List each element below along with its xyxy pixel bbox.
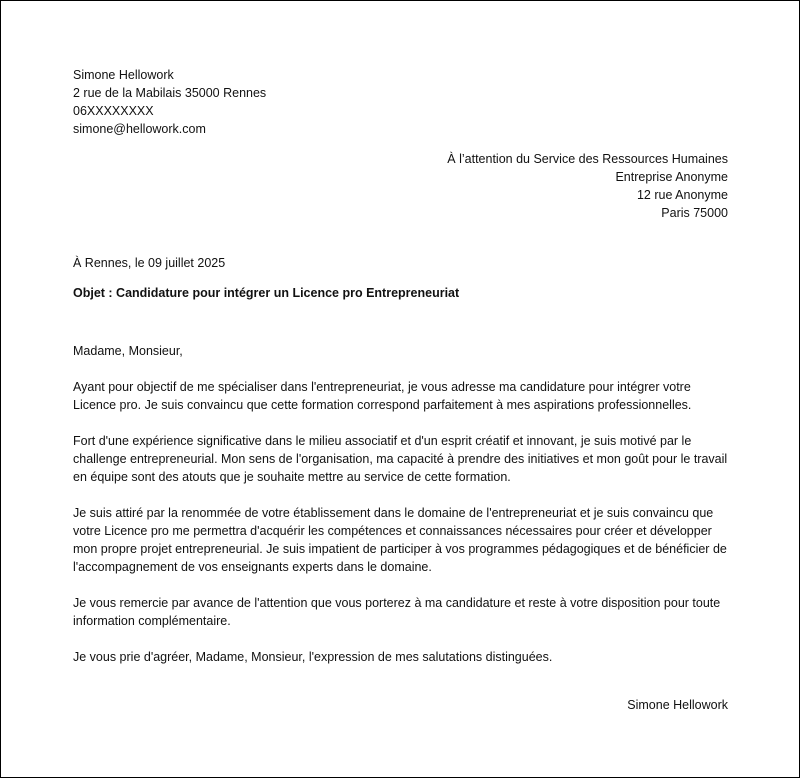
recipient-attention: À l’attention du Service des Ressources Humaines xyxy=(447,152,728,166)
date-line: À Rennes, le 09 juillet 2025 xyxy=(73,256,226,270)
sender-email: simone@hellowork.com xyxy=(73,122,206,136)
recipient-company: Entreprise Anonyme xyxy=(615,170,728,184)
body-paragraph: Je suis attiré par la renommée de votre établissement dans le domaine de l'entrepreneuriat et je suis convaincu que votre Licence pro me permettra d'acquérir les compétences et connaissances nécessaires pour créer et développer mon propre projet entrepreneurial. Je suis impatient de participer à vos programmes pédagogiques et de bénéficier de l'accompagnement de vos enseignants experts dans le domaine. xyxy=(73,506,727,574)
subject-line: Objet : Candidature pour intégrer un Licence pro Entrepreneuriat xyxy=(73,286,460,300)
letter-body xyxy=(73,342,733,684)
body-paragraph: Ayant pour objectif de me spécialiser dans l'entrepreneuriat, je vous adresse ma candidature pour intégrer votre Licence pro. Je suis convaincu que cette formation correspond parfaitement à mes aspirations professionnelles. xyxy=(73,380,692,412)
recipient-block xyxy=(447,150,728,222)
sender-address: 2 rue de la Mabilais 35000 Rennes xyxy=(73,86,267,100)
body-paragraph: Je vous remercie par avance de l'attention que vous porterez à ma candidature et reste à votre disposition pour toute information complémentaire. xyxy=(73,596,721,628)
salutation: Madame, Monsieur, xyxy=(73,344,183,358)
body-paragraph: Fort d'une expérience significative dans le milieu associatif et d'un esprit créatif et innovant, je suis motivé par le challenge entrepreneurial. Mon sens de l'organisation, ma capacité à prendre des initiatives et mon goût pour le travail en équipe sont des atouts que je souhaite mettre au service de cette formation. xyxy=(73,434,728,484)
closing-formula: Je vous prie d'agréer, Madame, Monsieur, l'expression de mes salutations distinguées. xyxy=(73,650,553,664)
signature: Simone Hellowork xyxy=(627,698,728,712)
recipient-city: Paris 75000 xyxy=(661,206,728,220)
sender-phone: 06XXXXXXXX xyxy=(73,104,154,118)
recipient-street: 12 rue Anonyme xyxy=(636,188,728,202)
sender-name: Simone Hellowork xyxy=(73,68,174,82)
sender-block xyxy=(73,66,266,138)
